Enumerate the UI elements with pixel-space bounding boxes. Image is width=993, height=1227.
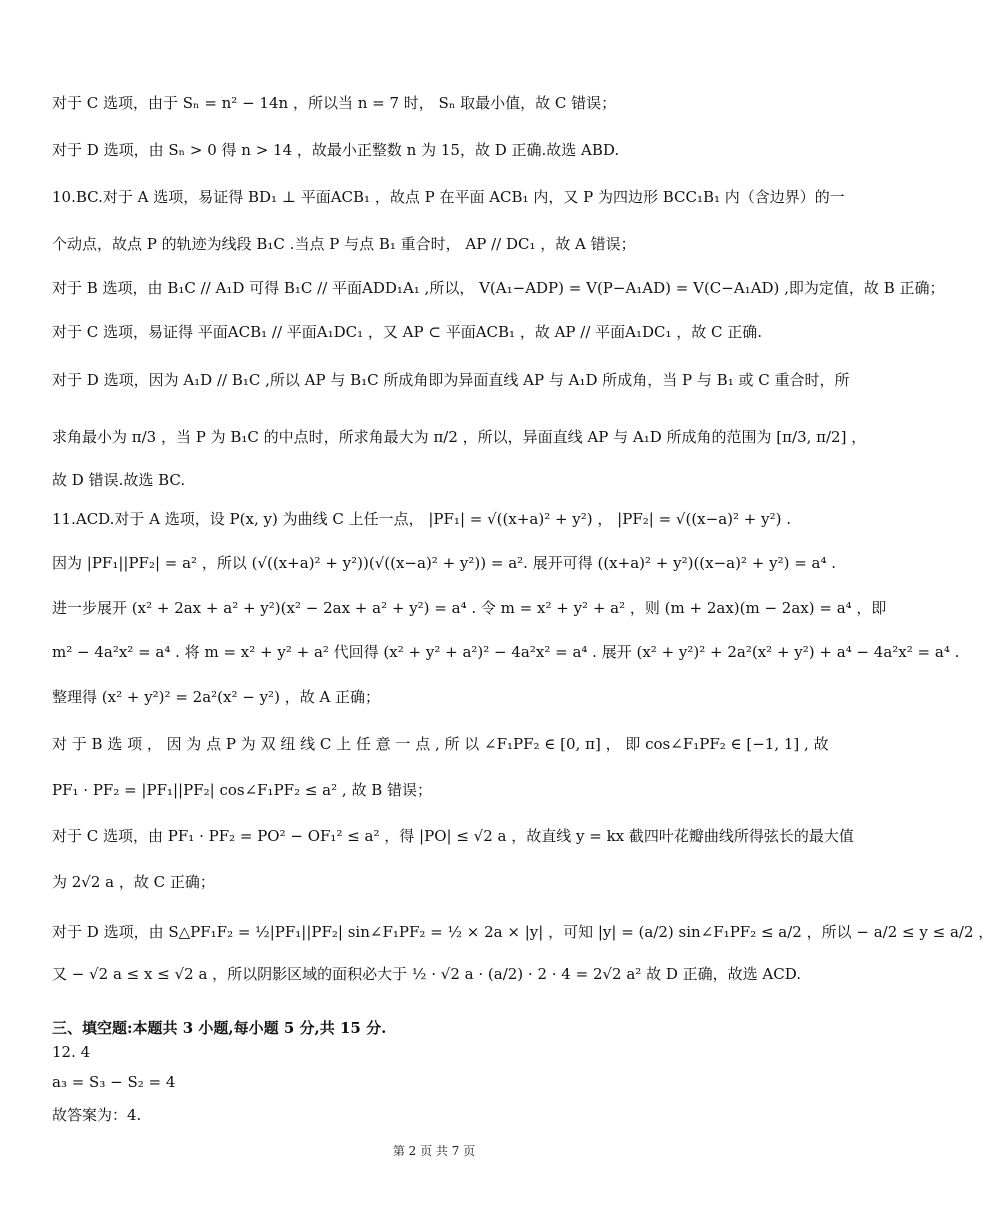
text-line: a₃ = S₃ − S₂ = 4: [52, 1073, 176, 1091]
text-line: 对 于 B 选 项 ， 因 为 点 P 为 双 纽 线 C 上 任 意 一 点 , 所 以 ∠F₁PF₂ ∈ [0, π] ， 即 cos∠F₁PF₂ ∈ [−1, 1] , 故: [52, 735, 829, 753]
text-line: 12. 4: [52, 1043, 91, 1061]
text-line: 又 − √2 a ≤ x ≤ √2 a ，所以阴影区域的面积必大于 ½ · √2 a · (a/2) · 2 · 4 = 2√2 a² 故 D 正确，故选 ACD.: [52, 965, 801, 983]
text-line: 对于 D 选项，由 Sₙ > 0 得 n > 14 ，故最小正整数 n 为 15，故 D 正确.故选 ABD.: [52, 141, 620, 159]
section-heading: 三、填空题:本题共 3 小题,每小题 5 分,共 15 分.: [52, 1019, 387, 1037]
text-line: 求角最小为 π/3 ，当 P 为 B₁C 的中点时，所求角最大为 π/2 ，所以，异面直线 AP 与 A₁D 所成角的范围为 [π/3, π/2] ，: [52, 428, 867, 446]
text-line: 进一步展开 (x² + 2ax + a² + y²)(x² − 2ax + a² + y²) = a⁴ . 令 m = x² + y² + a² ，则 (m + 2ax)(m − 2ax) = a⁴ ，即: [52, 599, 887, 617]
text-line: PF₁ · PF₂ = |PF₁||PF₂| cos∠F₁PF₂ ≤ a² , 故 B 错误；: [52, 781, 433, 799]
text-line: 对于 D 选项，因为 A₁D // B₁C ,所以 AP 与 B₁C 所成角即为异面直线 AP 与 A₁D 所成角，当 P 与 B₁ 或 C 重合时，所: [52, 371, 850, 389]
text-line: 故 D 错误.故选 BC.: [52, 471, 186, 489]
text-line: 对于 C 选项，由 PF₁ · PF₂ = PO² − OF₁² ≤ a² ，得 |PO| ≤ √2 a ，故直线 y = kx 截四叶花瓣曲线所得弦长的最大值: [52, 827, 854, 845]
text-line: 对于 C 选项，由于 Sₙ = n² − 14n ，所以当 n = 7 时， Sₙ 取最小值，故 C 错误；: [52, 94, 617, 112]
text-line: 个动点，故点 P 的轨迹为线段 B₁C .当点 P 与点 B₁ 重合时， AP // DC₁ ，故 A 错误；: [52, 235, 636, 253]
text-line: 11.ACD.对于 A 选项，设 P(x, y) 为曲线 C 上任一点， |PF₁| = √((x+a)² + y²) ， |PF₂| = √((x−a)² + y²) .: [52, 510, 791, 528]
text-line: 为 2√2 a ，故 C 正确；: [52, 873, 215, 891]
text-line: 对于 B 选项，由 B₁C // A₁D 可得 B₁C // 平面ADD₁A₁ ,所以， V(A₁−ADP) = V(P−A₁AD) = V(C−A₁AD) ,即为定值，故 B 正确；: [52, 279, 945, 297]
text-line: 对于 C 选项，易证得 平面ACB₁ // 平面A₁DC₁ ，又 AP ⊂ 平面ACB₁ ，故 AP // 平面A₁DC₁ ，故 C 正确.: [52, 323, 763, 341]
text-line: 对于 D 选项，由 S△PF₁F₂ = ½|PF₁||PF₂| sin∠F₁PF₂ = ½ × 2a × |y| ，可知 |y| = (a/2) sin∠F₁PF₂ ≤ a/2 ，所以 − a/2 ≤ y ≤ a/2 ，: [52, 923, 993, 941]
page-footer: 第 2 页 共 7 页: [392, 1144, 476, 1158]
text-line: 10.BC.对于 A 选项，易证得 BD₁ ⊥ 平面ACB₁ ，故点 P 在平面 ACB₁ 内，又 P 为四边形 BCC₁B₁ 内（含边界）的一: [52, 188, 845, 206]
text-line: 故答案为：4.: [52, 1106, 142, 1124]
text-line: m² − 4a²x² = a⁴ . 将 m = x² + y² + a² 代回得 (x² + y² + a²)² − 4a²x² = a⁴ . 展开 (x² + y²)² + 2a²(x² + y²) + a⁴ − 4a²x² = a⁴ .: [52, 643, 960, 661]
text-line: 因为 |PF₁||PF₂| = a² ，所以 (√((x+a)² + y²))(√((x−a)² + y²)) = a². 展开可得 ((x+a)² + y²)((x−a)² + y²) = a⁴ .: [52, 554, 837, 572]
text-line: 整理得 (x² + y²)² = 2a²(x² − y²) ，故 A 正确；: [52, 688, 381, 706]
